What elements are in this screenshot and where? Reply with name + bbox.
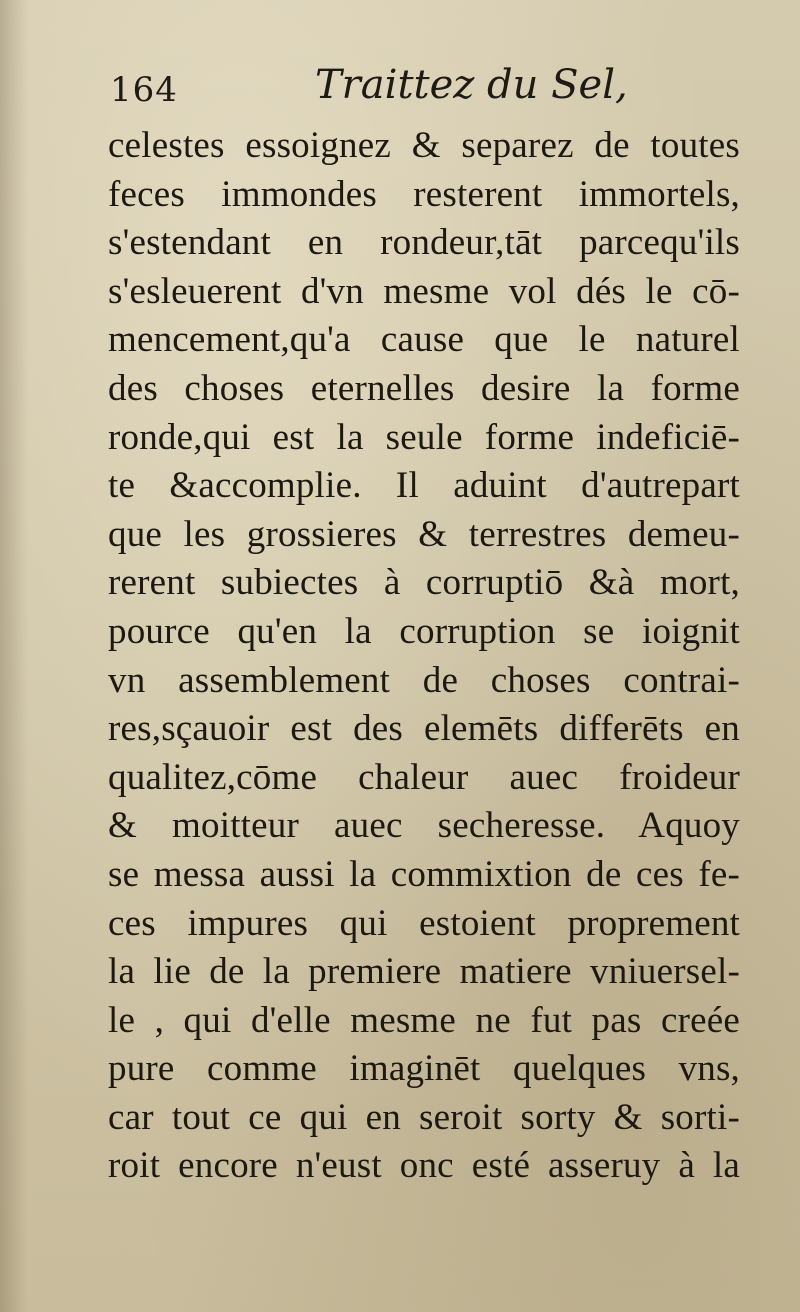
text-line: vn assemblement de choses contrai- <box>108 659 740 701</box>
text-line: & moitteur auec secheresse. Aquoy <box>108 805 740 847</box>
text-line: mencement,qu'a cause que le naturel <box>108 319 740 361</box>
running-title: Traittez du Sel, <box>315 62 628 108</box>
text-line: pource qu'en la corruption se ioignit <box>108 610 740 652</box>
text-line: se messa aussi la commixtion de ces fe- <box>108 853 740 895</box>
text-line: le , qui d'elle mesme ne fut pas creée <box>108 999 740 1041</box>
text-line: des choses eternelles desire la forme <box>108 367 740 409</box>
text-line: qualitez,cōme chaleur auec froideur <box>108 756 740 798</box>
page-header <box>110 62 730 114</box>
text-line: celestes essoignez & separez de toutes <box>108 125 740 166</box>
text-line: s'esleuerent d'vn mesme vol dés le cō- <box>108 270 740 312</box>
text-line: ces impures qui estoient proprement <box>108 902 740 944</box>
text-line: car tout ce qui en seroit sorty & sorti- <box>108 1096 740 1138</box>
page-number: 164 <box>110 70 178 110</box>
text-line: que les grossieres & terrestres demeu- <box>108 513 740 555</box>
text-line: te &accomplie. Il aduint d'autrepart <box>108 465 740 507</box>
text-line: feces immondes resterent immortels, <box>108 173 740 215</box>
text-line: res,sçauoir est des elemēts differēts en <box>108 708 740 750</box>
text-line: la lie de la premiere matiere vniuersel- <box>108 951 740 993</box>
text-line: roit encore n'eust onc esté asseruy à la <box>108 1145 740 1187</box>
body-text <box>108 122 740 1191</box>
text-line: ronde,qui est la seule forme indeficiē- <box>108 416 740 458</box>
page-gutter-shadow <box>0 0 28 1312</box>
text-line: pure comme imaginēt quelques vns, <box>108 1048 740 1090</box>
text-line: s'estendant en rondeur,tāt parcequ'ils <box>108 222 740 264</box>
text-line: rerent subiectes à corruptiō &à mort, <box>108 562 740 604</box>
